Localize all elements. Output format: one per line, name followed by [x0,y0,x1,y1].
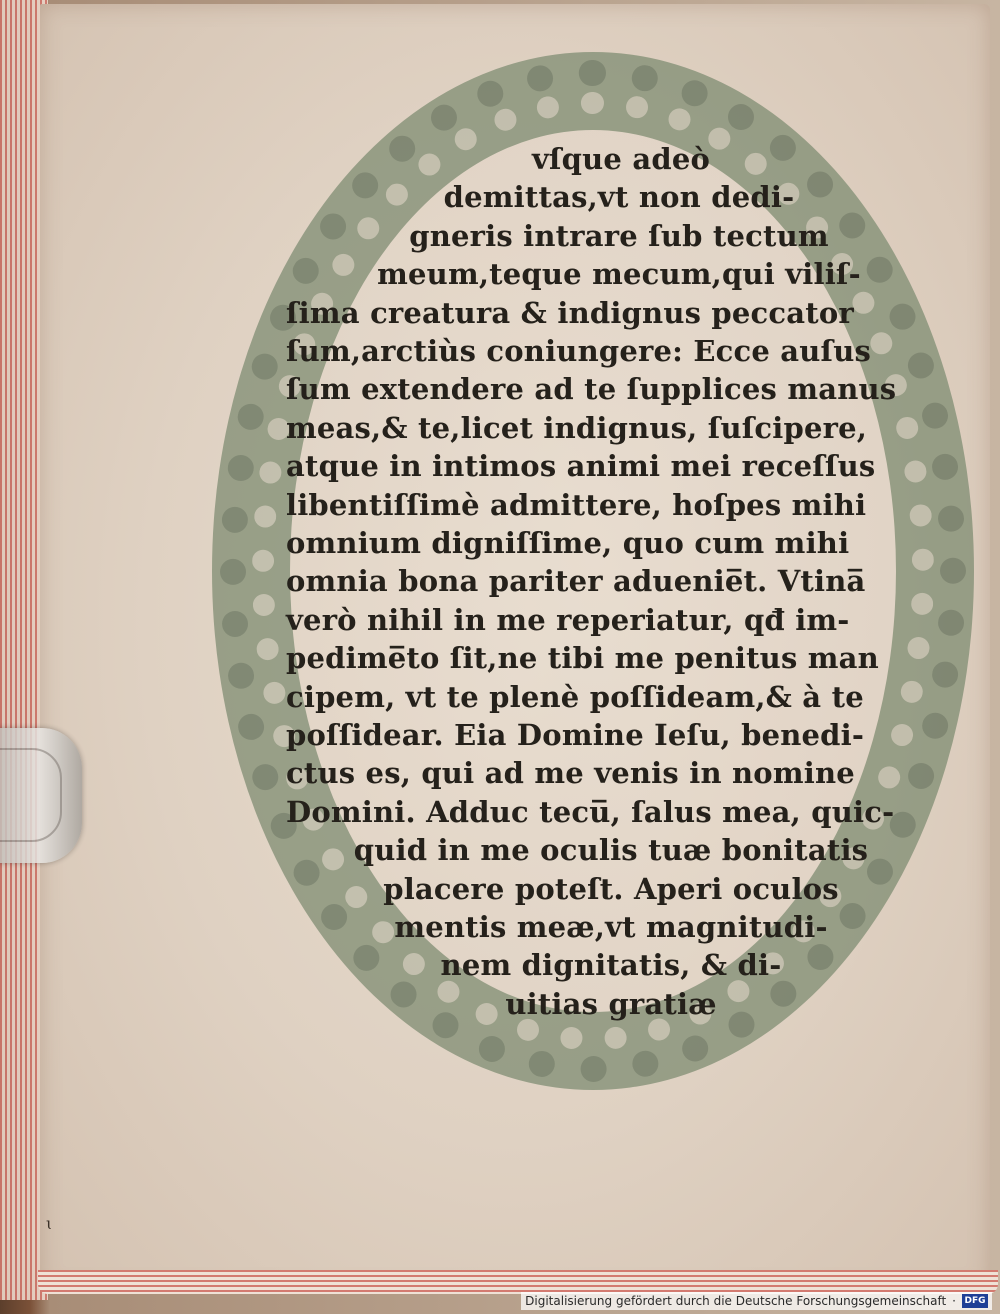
dfg-logo-icon: DFG [962,1294,988,1308]
text-line: ctus es, qui ad me venis in nomine [286,756,855,790]
text-line: pedime̅to ſit,ne tibi me penitus man [286,641,879,675]
text-line: omnium digniſſime, quo cum mihi [286,526,850,560]
text-line: poſſidear. Eia Domine Ieſu, benedi- [286,718,865,752]
text-line: uitias gratiæ [505,987,717,1021]
text-line: placere poteſt. Aperi oculos [383,872,839,906]
text-line: quid in me oculis tuæ bonitatis [353,833,869,867]
text-line: meas,& te,licet indignus, ſuſcipere, [286,411,868,445]
text-line: atque in intimos animi mei receſſus [286,449,876,483]
text-line: libentiſſimè admittere, hoſpes mihi [286,488,867,522]
book-clasp [0,728,82,863]
separator: · [952,1294,956,1308]
text-line: ſum,arctiùs coniungere: Ecce auſus [286,334,872,368]
printer-mark: ɩ [46,1214,53,1233]
text-line: nem dignitatis, & di- [440,948,782,982]
text-line: meum,teque mecum,qui viliſ- [377,257,861,291]
text-line: demittas,vt non dedi- [443,180,795,214]
text-line: omnia bona pariter aduenie̅t. Vtina̅ [286,564,866,598]
text-line: mentis meæ,vt magnitudi- [394,910,828,944]
text-line: ſima creatura & indignus peccator [286,296,854,330]
credit-text: Digitalisierung gefördert durch die Deutsche Forschungsgemeinschaft [525,1294,947,1308]
text-line: cipem, vt te plenè poſſideam,& à te [286,680,864,714]
text-line: gneris intrare ſub tectum [409,219,829,253]
text-line: ſum extendere ad te ſupplices manus [286,372,897,406]
text-block [286,140,936,1020]
digitization-credit [521,1292,992,1310]
text-line: verò nihil in me reperiatur, qđ im- [286,603,850,637]
page-edge-bottom [38,1270,998,1294]
text-line: Domini. Adduc tecu̅, ſalus mea, quic- [286,795,895,829]
text-line: vſque adeò [531,142,711,176]
